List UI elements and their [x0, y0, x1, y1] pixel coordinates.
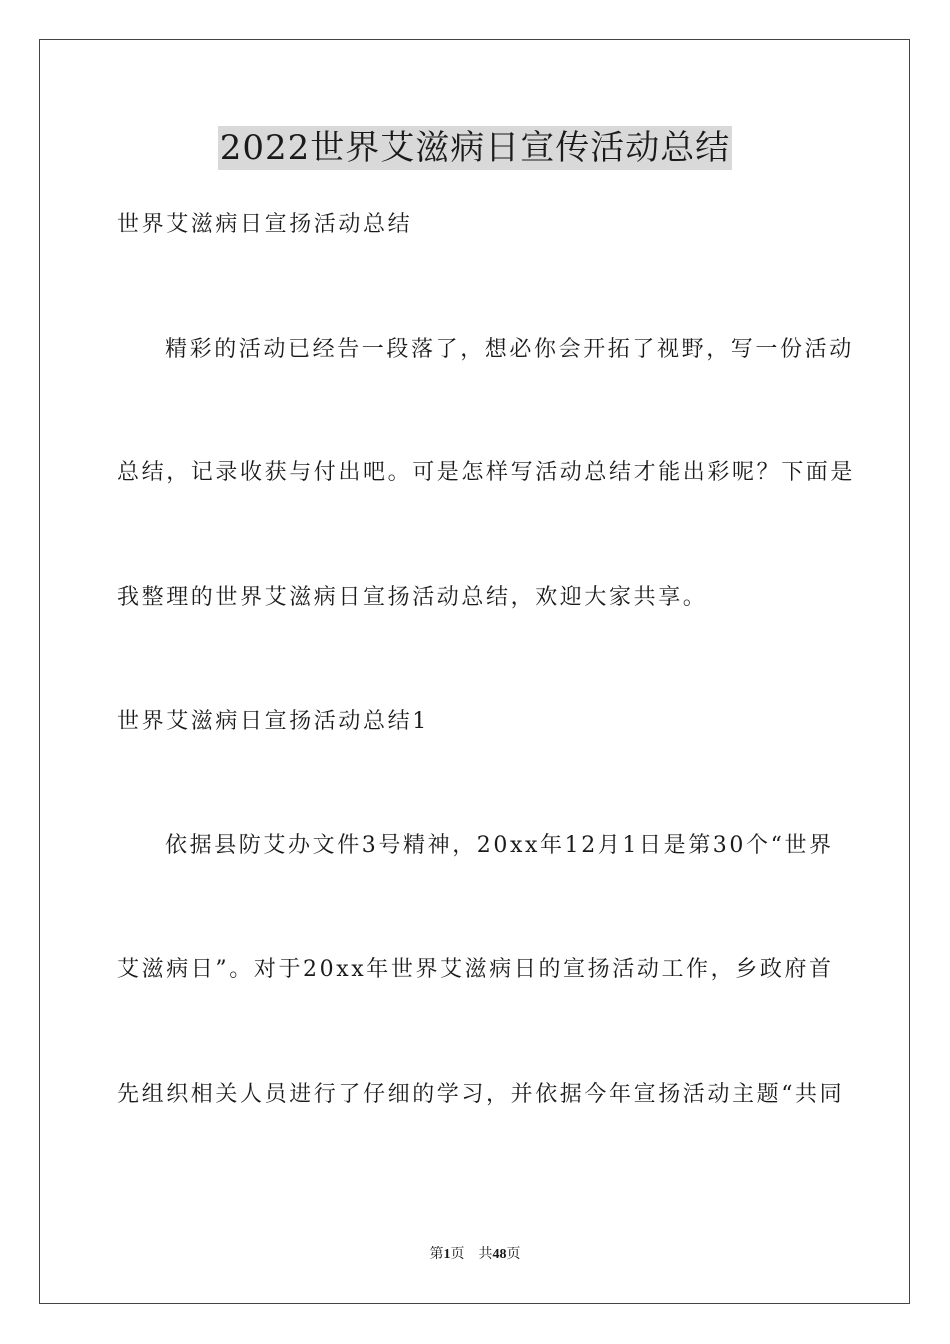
section-heading: 世界艾滋病日宣扬活动总结1 [117, 709, 429, 734]
footer-total-prefix: 共 [478, 1247, 493, 1262]
paragraph-line: 依据县防艾办文件3号精神，20xx年12月1日是第30个“世界 [165, 833, 834, 858]
footer-page-suffix: 页 [450, 1247, 465, 1262]
footer-total-pages: 48 [492, 1247, 507, 1262]
paragraph-line: 先组织相关人员进行了仔细的学习，并依据今年宣扬活动主题“共同 [117, 1082, 845, 1107]
paragraph-line: 我整理的世界艾滋病日宣扬活动总结，欢迎大家共享。 [117, 585, 708, 610]
footer-total-suffix: 页 [506, 1247, 521, 1262]
footer-page-number: 1 [443, 1247, 451, 1262]
document-title [0, 126, 950, 170]
page-footer [0, 1245, 950, 1265]
footer-page-prefix: 第 [429, 1247, 444, 1262]
paragraph-line: 艾滋病日”。对于20xx年世界艾滋病日的宣扬活动工作，乡政府首 [117, 957, 834, 982]
paragraph-line: 精彩的活动已经告一段落了，想必你会开拓了视野，写一份活动 [165, 337, 854, 362]
paragraph-line: 总结，记录收获与付出吧。可是怎样写活动总结才能出彩呢？下面是 [117, 460, 856, 485]
document-title-text: 2022世界艾滋病日宣传活动总结 [219, 128, 731, 168]
subtitle-line: 世界艾滋病日宣扬活动总结 [117, 212, 413, 237]
